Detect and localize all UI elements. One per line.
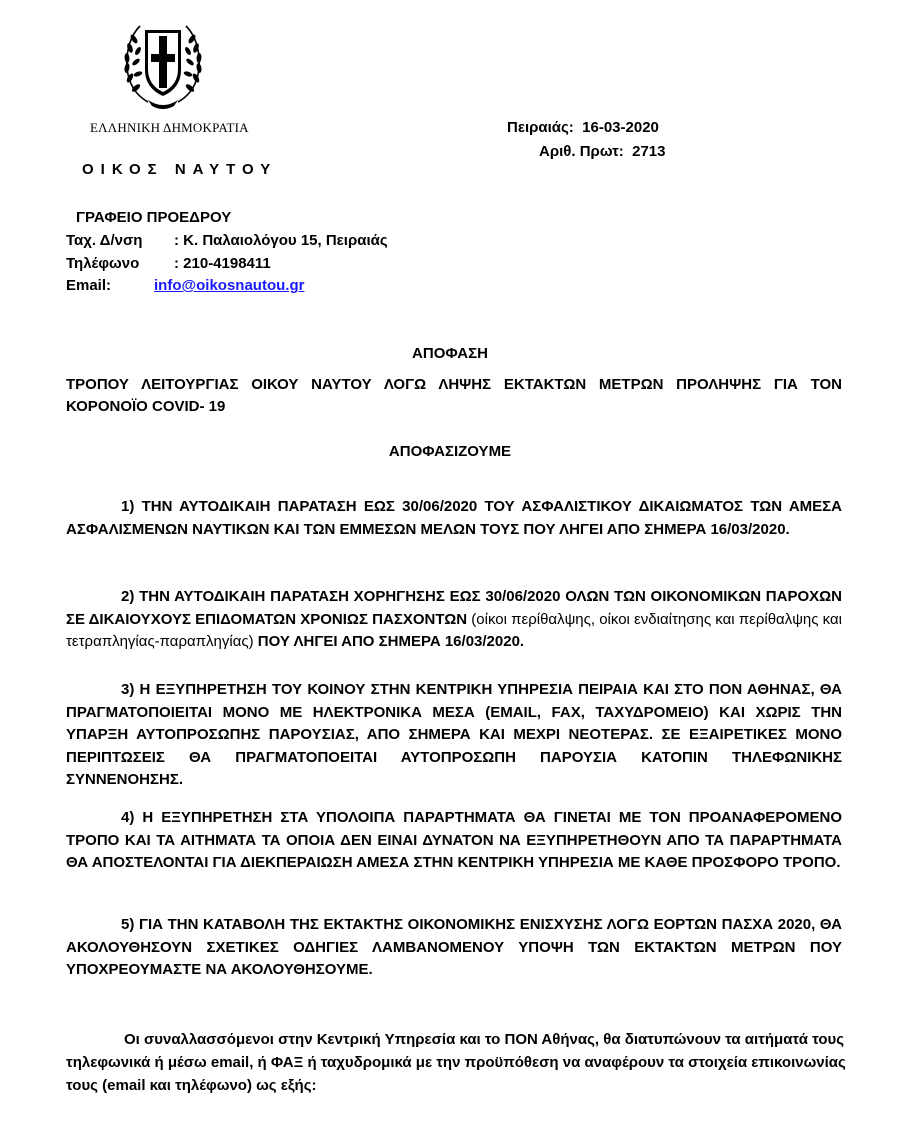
decision-heading: ΑΠΟΦΑΣΙΖΟΥΜΕ xyxy=(388,443,512,460)
decision-item-2 xyxy=(66,586,842,654)
phone-row xyxy=(66,255,271,272)
decision-item-4: 4) Η ΕΞΥΠΗΡΕΤΗΣΗ ΣΤΑ ΥΠΟΛΟΙΠΑ ΠΑΡΑΡΤΗΜΑΤΑ ΘΑ ΓΙΝΕΤΑΙ ΜΕ ΤΟΝ ΠΡΟΑΝΑΦΕΡΟΜΕΝΟ ΤΡΟΠΟ ΚΑΙ ΤΑ ΑΙΤΗΜΑΤΑ ΤΑ ΟΠΟΙΑ ΔΕΝ ΕΙΝΑΙ ΔΥΝΑΤΟΝ ΝΑ ΕΞΥΠΗΡΕΤΗΘΟΥΝ ΑΠΟ ΤΑ ΠΑΡΑΡΤΗΜΑΤΑ ΘΑ ΑΠΟΣΤΕΛΟΝΤΑΙ ΓΙΑ ΔΙΕΚΠΕΡΑΙΩΣΗ ΑΜΕΣΑ ΣΤΗΝ ΚΕΝΤΡΙΚΗ ΥΠΗΡΕΣΙΑ ΜΕ ΚΑΘΕ ΠΡΟΣΦΟΡΟ ΤΡΟΠΟ. xyxy=(66,809,842,871)
phone-value: : 210-4198411 xyxy=(174,255,271,272)
organization-name: ΟΙΚΟΣ ΝΑΥΤΟΥ xyxy=(82,161,278,178)
protocol-line xyxy=(539,143,666,160)
email-link[interactable]: info@oikosnautou.gr xyxy=(154,277,305,294)
protocol-label: Αριθ. Πρωτ: xyxy=(539,143,624,160)
decision-item-3: 3) Η ΕΞΥΠΗΡΕΤΗΣΗ ΤΟΥ ΚΟΙΝΟΥ ΣΤΗΝ ΚΕΝΤΡΙΚΗ ΥΠΗΡΕΣΙΑ ΠΕΙΡΑΙΑ ΚΑΙ ΣΤΟ ΠΟΝ ΑΘΗΝΑΣ, ΘΑ ΠΡΑΓΜΑΤΟΠΟΙΕΙΤΑΙ ΜΟΝΟ ΜΕ ΗΛΕΚΤΡΟΝΙΚΑ ΜΕΣΑ (EMAIL, FAX, ΤΑΧΥΔΡΟΜΕΙΟ) ΚΑΙ ΧΩΡΙΣ ΤΗΝ ΥΠΑΡΞΗ ΑΥΤΟΠΡΟΣΩΠΗΣ ΠΑΡΟΥΣΙΑΣ, ΑΠΟ ΣΗΜΕΡΑ ΚΑΙ ΜΕΧΡΙ ΝΕΟΤΕΡΑΣ. ΣΕ ΕΞΑΙΡΕΤΙΚΕΣ ΜΟΝΟ ΠΕΡΙΠΤΩΣΕΙΣ ΘΑ ΠΡΑΓΜΑΤΟΠΟΕΙΤΑΙ ΑΥΤΟΠΡΟΣΩΠΗ ΠΑΡΟΥΣΙΑ ΚΑΤΟΠΙΝ ΤΗΛΕΦΩΝΙΚΗΣ ΣΥΝΝΕΝΟΗΣΗΣ. xyxy=(66,681,842,788)
decision-item-2-text: 2) ΤΗΝ ΑΥΤΟΔΙΚΑΙΗ ΠΑΡΑΤΑΣΗ ΧΟΡΗΓΗΣΗΣ ΕΩΣ 30/06/2020 ΟΛΩΝ ΤΩΝ ΟΙΚΟΝΟΜΙΚΩΝ ΠΑΡΟΧΩΝ ΣΕ ΔΙΚΑΙΟΥΧΟΥΣ ΕΠΙΔΟΜΑΤΩΝ ΧΡΟΝΙΩΣ ΠΑΣΧΟΝΤΩΝ xyxy=(66,588,842,628)
date-line xyxy=(507,119,659,136)
decision-title: ΑΠΟΦΑΣΗ xyxy=(412,345,488,362)
republic-name: ΕΛΛΗΝΙΚΗ ΔΗΜΟΚΡΑΤΙΑ xyxy=(90,120,249,135)
decision-item-5: 5) ΓΙΑ ΤΗΝ ΚΑΤΑΒΟΛΗ ΤΗΣ ΕΚΤΑΚΤΗΣ ΟΙΚΟΝΟΜΙΚΗΣ ΕΝΙΣΧΥΣΗΣ ΛΟΓΩ ΕΟΡΤΩΝ ΠΑΣΧΑ 2020, ΘΑ ΑΚΟΛΟΥΘΗΣΟΥΝ ΣΧΕΤΙΚΕΣ ΟΔΗΓΙΕΣ ΛΑΜΒΑΝΟΜΕΝΟΥ ΥΠΟΨΗ ΤΩΝ ΕΚΤΑΚΤΩΝ ΜΕΤΡΩΝ ΠΟΥ ΥΠΟΧΡΕΟΥΜΑΣΤΕ ΝΑ ΑΚΟΛΟΥΘΗΣΟΥΜΕ. xyxy=(66,916,842,978)
address-label: Ταχ. Δ/νση xyxy=(66,232,143,249)
address-value: : Κ. Παλαιολόγου 15, Πειραιάς xyxy=(174,232,388,249)
decision-item-1: 1) ΤΗΝ ΑΥΤΟΔΙΚΑΙΗ ΠΑΡΑΤΑΣΗ ΕΩΣ 30/06/2020 ΤΟΥ ΑΣΦΑΛΙΣΤΙΚΟΥ ΔΙΚΑΙΩΜΑΤΟΣ ΤΩΝ ΑΜΕΣΑ ΑΣΦΑΛΙΣΜΕΝΩΝ ΝΑΥΤΙΚΩΝ ΚΑΙ ΤΩΝ ΕΜΜΕΣΩΝ ΜΕΛΩΝ ΤΟΥΣ ΠΟΥ ΛΗΓΕΙ ΑΠΟ ΣΗΜΕΡΑ 16/03/2020. xyxy=(66,498,842,538)
place-date-label: Πειραιάς: xyxy=(507,119,574,136)
closing-paragraph: Οι συναλλασσόμενοι στην Κεντρική Υπηρεσία και το ΠΟΝ Αθήνας, θα διατυπώνουν τα αιτήματά τους τηλεφωνικά ή μέσω email, ή ΦΑΞ ή ταχυδρομικά με την προϋπόθεση να αναφέρουν τα στοιχεία επικοινωνίας τους (email και τηλέφωνο) ως εξής: xyxy=(66,1031,846,1094)
document-date: 16-03-2020 xyxy=(582,119,659,136)
greek-coat-of-arms-icon xyxy=(118,14,208,112)
address-row xyxy=(66,232,388,249)
email-row xyxy=(66,277,304,294)
decision-item-2-parenthetical: (οίκοι περίθαλψης, οίκοι ενδιαίτησης και περίθαλψης και τετραπληγίας-παραπληγίας) xyxy=(66,610,842,650)
protocol-number: 2713 xyxy=(632,143,666,160)
phone-label: Τηλέφωνο xyxy=(66,255,140,272)
email-label: Email: xyxy=(66,277,112,294)
decision-subject: ΤΡΟΠΟΥ ΛΕΙΤΟΥΡΓΙΑΣ ΟΙΚΟΥ ΝΑΥΤΟΥ ΛΟΓΩ ΛΗΨΗΣ ΕΚΤΑΚΤΩΝ ΜΕΤΡΩΝ ΠΡΟΛΗΨΗΣ ΓΙΑ ΤΟΝ ΚΟΡΟΝΟΪΟ COVID- 19 xyxy=(66,376,842,415)
decision-item-2-ending: ΠΟΥ ΛΗΓΕΙ ΑΠΟ ΣΗΜΕΡΑ 16/03/2020. xyxy=(257,633,525,650)
office-name: ΓΡΑΦΕΙΟ ΠΡΟΕΔΡΟΥ xyxy=(76,209,232,226)
